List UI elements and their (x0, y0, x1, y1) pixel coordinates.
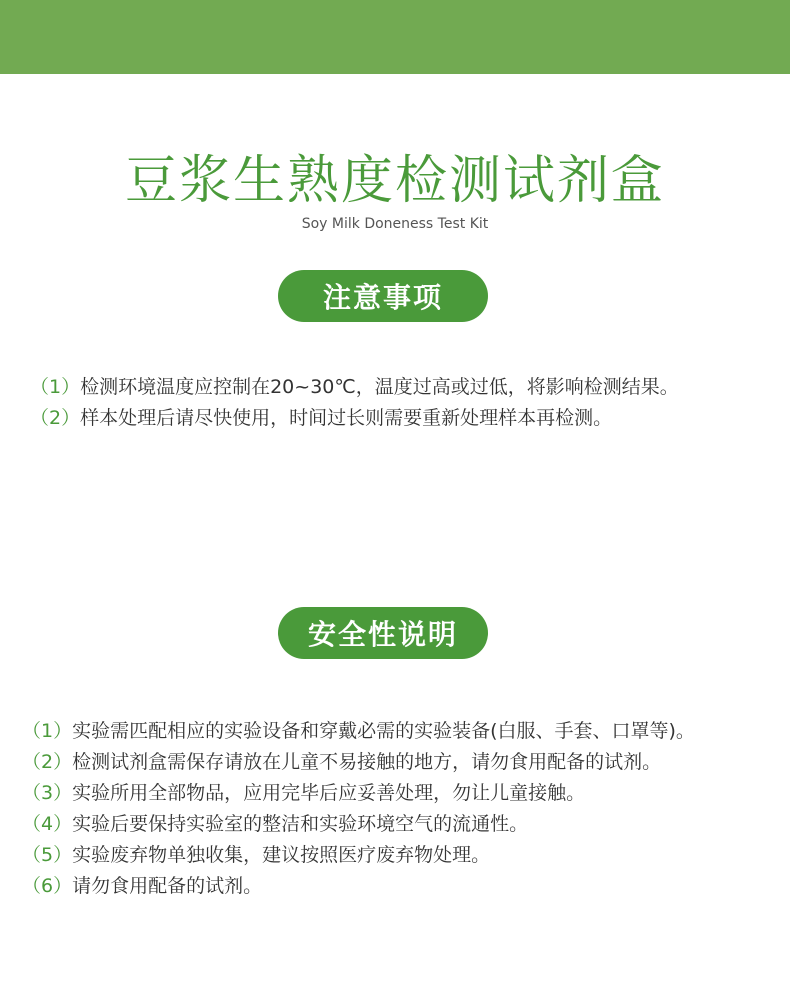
item-number: （1） (22, 720, 73, 742)
item-number: （2） (22, 751, 73, 773)
item-number: （3） (22, 782, 73, 804)
safety-heading-badge: 安全性说明 (278, 607, 488, 659)
item-number: （6） (22, 875, 73, 897)
item-number: （4） (22, 813, 73, 835)
list-item (22, 778, 772, 809)
item-text: 检测试剂盒需保存请放在儿童不易接触的地方，请勿食用配备的试剂。 (72, 751, 662, 773)
page-subtitle: Soy Milk Doneness Test Kit (301, 216, 489, 232)
item-text: 实验废弃物单独收集，建议按照医疗废弃物处理。 (72, 844, 491, 866)
safety-list (22, 716, 772, 902)
item-text: 请勿食用配备的试剂。 (72, 875, 263, 897)
notes-list (30, 372, 770, 434)
list-item (22, 716, 772, 747)
list-item (30, 403, 770, 434)
list-item (22, 871, 772, 902)
page-title: 豆浆生熟度检测试剂盒 (124, 151, 665, 211)
item-number: （5） (22, 844, 73, 866)
item-number: （2） (30, 407, 81, 429)
list-item (22, 809, 772, 840)
top-banner-bar (0, 0, 790, 74)
item-text: 实验后要保持实验室的整洁和实验环境空气的流通性。 (72, 813, 529, 835)
list-item (22, 840, 772, 871)
item-text: 实验所用全部物品，应用完毕后应妥善处理，勿让儿童接触。 (72, 782, 586, 804)
list-item (30, 372, 770, 403)
list-item (22, 747, 772, 778)
item-text: 检测环境温度应控制在20~30℃，温度过高或过低，将影响检测结果。 (80, 376, 679, 398)
item-text: 样本处理后请尽快使用，时间过长则需要重新处理样本再检测。 (80, 407, 613, 429)
notes-heading-badge: 注意事项 (278, 270, 488, 322)
item-number: （1） (30, 376, 81, 398)
item-text: 实验需匹配相应的实验设备和穿戴必需的实验装备(白服、手套、口罩等)。 (72, 720, 695, 742)
